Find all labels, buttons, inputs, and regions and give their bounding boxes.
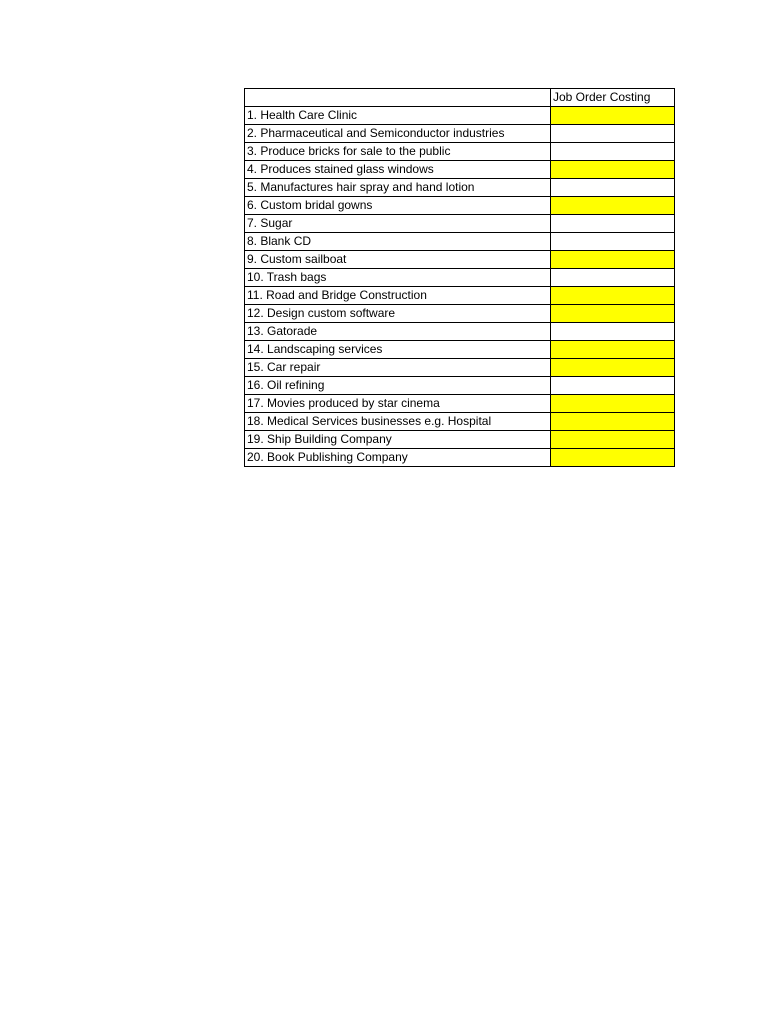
table-row — [245, 215, 675, 233]
row-label-cell[interactable]: 17. Movies produced by star cinema — [245, 395, 551, 413]
header-row — [245, 89, 675, 107]
job-order-empty-cell[interactable] — [551, 233, 675, 251]
table-row — [245, 287, 675, 305]
job-order-costing-table — [244, 88, 675, 467]
table-row — [245, 431, 675, 449]
row-label-cell[interactable]: 2. Pharmaceutical and Semiconductor industries — [245, 125, 551, 143]
row-label-cell[interactable]: 6. Custom bridal gowns — [245, 197, 551, 215]
table-row — [245, 107, 675, 125]
table-row — [245, 233, 675, 251]
row-label-cell[interactable]: 20. Book Publishing Company — [245, 449, 551, 467]
job-order-highlight-cell[interactable] — [551, 431, 675, 449]
job-order-highlight-cell[interactable] — [551, 107, 675, 125]
job-order-empty-cell[interactable] — [551, 377, 675, 395]
row-label-cell[interactable]: 1. Health Care Clinic — [245, 107, 551, 125]
table-row — [245, 341, 675, 359]
job-order-empty-cell[interactable] — [551, 269, 675, 287]
table-row — [245, 413, 675, 431]
table-row — [245, 377, 675, 395]
row-label-cell[interactable]: 10. Trash bags — [245, 269, 551, 287]
table-row — [245, 161, 675, 179]
job-order-highlight-cell[interactable] — [551, 197, 675, 215]
row-label-cell[interactable]: 15. Car repair — [245, 359, 551, 377]
job-order-highlight-cell[interactable] — [551, 251, 675, 269]
row-label-cell[interactable]: 9. Custom sailboat — [245, 251, 551, 269]
job-order-empty-cell[interactable] — [551, 125, 675, 143]
row-label-cell[interactable]: 11. Road and Bridge Construction — [245, 287, 551, 305]
row-label-cell[interactable]: 5. Manufactures hair spray and hand lotion — [245, 179, 551, 197]
table-body — [245, 89, 675, 467]
table-row — [245, 395, 675, 413]
job-order-highlight-cell[interactable] — [551, 395, 675, 413]
row-label-cell[interactable]: 16. Oil refining — [245, 377, 551, 395]
job-order-empty-cell[interactable] — [551, 215, 675, 233]
job-order-highlight-cell[interactable] — [551, 359, 675, 377]
row-label-cell[interactable]: 18. Medical Services businesses e.g. Hospital — [245, 413, 551, 431]
job-order-empty-cell[interactable] — [551, 143, 675, 161]
job-order-highlight-cell[interactable] — [551, 161, 675, 179]
table-row — [245, 269, 675, 287]
table-row — [245, 449, 675, 467]
table-row — [245, 251, 675, 269]
table-row — [245, 305, 675, 323]
header-label-cell[interactable] — [245, 89, 551, 107]
row-label-cell[interactable]: 12. Design custom software — [245, 305, 551, 323]
table-row — [245, 323, 675, 341]
job-order-empty-cell[interactable] — [551, 179, 675, 197]
table-row — [245, 197, 675, 215]
row-label-cell[interactable]: 4. Produces stained glass windows — [245, 161, 551, 179]
row-label-cell[interactable]: 8. Blank CD — [245, 233, 551, 251]
job-order-highlight-cell[interactable] — [551, 449, 675, 467]
row-label-cell[interactable]: 3. Produce bricks for sale to the public — [245, 143, 551, 161]
table-row — [245, 359, 675, 377]
table-row — [245, 143, 675, 161]
row-label-cell[interactable]: 7. Sugar — [245, 215, 551, 233]
job-order-highlight-cell[interactable] — [551, 341, 675, 359]
row-label-cell[interactable]: 13. Gatorade — [245, 323, 551, 341]
table-row — [245, 179, 675, 197]
table-row — [245, 125, 675, 143]
job-order-highlight-cell[interactable] — [551, 305, 675, 323]
job-order-highlight-cell[interactable] — [551, 287, 675, 305]
job-order-empty-cell[interactable] — [551, 323, 675, 341]
row-label-cell[interactable]: 19. Ship Building Company — [245, 431, 551, 449]
job-order-highlight-cell[interactable] — [551, 413, 675, 431]
header-job-order-costing[interactable]: Job Order Costing — [551, 89, 675, 107]
row-label-cell[interactable]: 14. Landscaping services — [245, 341, 551, 359]
